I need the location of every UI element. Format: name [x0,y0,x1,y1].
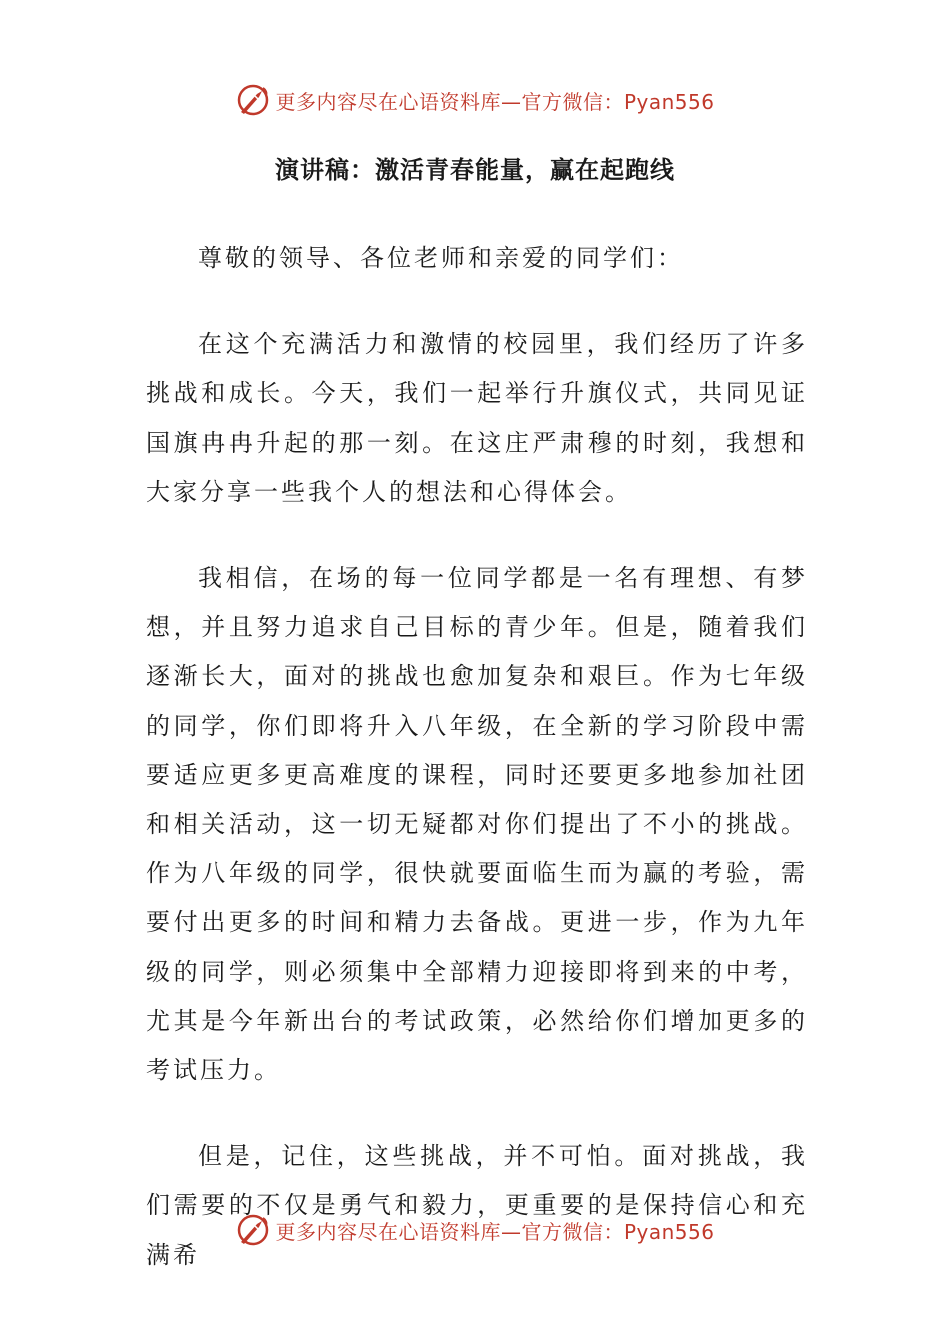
speech-body [146,234,808,1317]
pen-nib-logo-icon [235,1212,271,1248]
paragraph-salutation: 尊敬的领导、各位老师和亲爱的同学们： [198,244,684,272]
paragraph-2: 我相信，在场的每一位同学都是一名有理想、有梦想，并且努力追求自己目标的青少年。但是，随着我们逐渐长大，面对的挑战也愈加复杂和艰巨。作为七年级的同学，你们即将升入八年级，在全新的学习阶段中需要适应更多更高难度的课程，同时还要更多地参加社团和相关活动，这一切无疑都对你们提出了不小的挑战。作为八年级的同学，很快就要面临生而为赢的考验，需要付出更多的时间和精力去备战。更进一步，作为九年级的同学，则必须集中全部精力迎接即将到来的中考，尤其是今年新出台的考试政策，必然给你们增加更多的考试压力。 [146,564,808,1085]
paragraph-3: 但是，记住，这些挑战，并不可怕。面对挑战，我们需要的不仅是勇气和毅力，更重要的是保持信心和充满希 [146,1142,808,1269]
page-title: 演讲稿：激活青春能量，赢在起跑线 [275,156,675,184]
pen-nib-logo-icon [235,82,271,118]
header-banner [0,80,950,120]
footer-banner-text: 更多内容尽在心语资料库—官方微信：Pyan556 [275,1219,715,1244]
footer-banner [0,1210,950,1250]
header-banner-text: 更多内容尽在心语资料库—官方微信：Pyan556 [275,89,715,114]
paragraph-1: 在这个充满活力和激情的校园里，我们经历了许多挑战和成长。今天，我们一起举行升旗仪式，共同见证国旗冉冉升起的那一刻。在这庄严肃穆的时刻，我想和大家分享一些我个人的想法和心得体会。 [146,330,808,506]
